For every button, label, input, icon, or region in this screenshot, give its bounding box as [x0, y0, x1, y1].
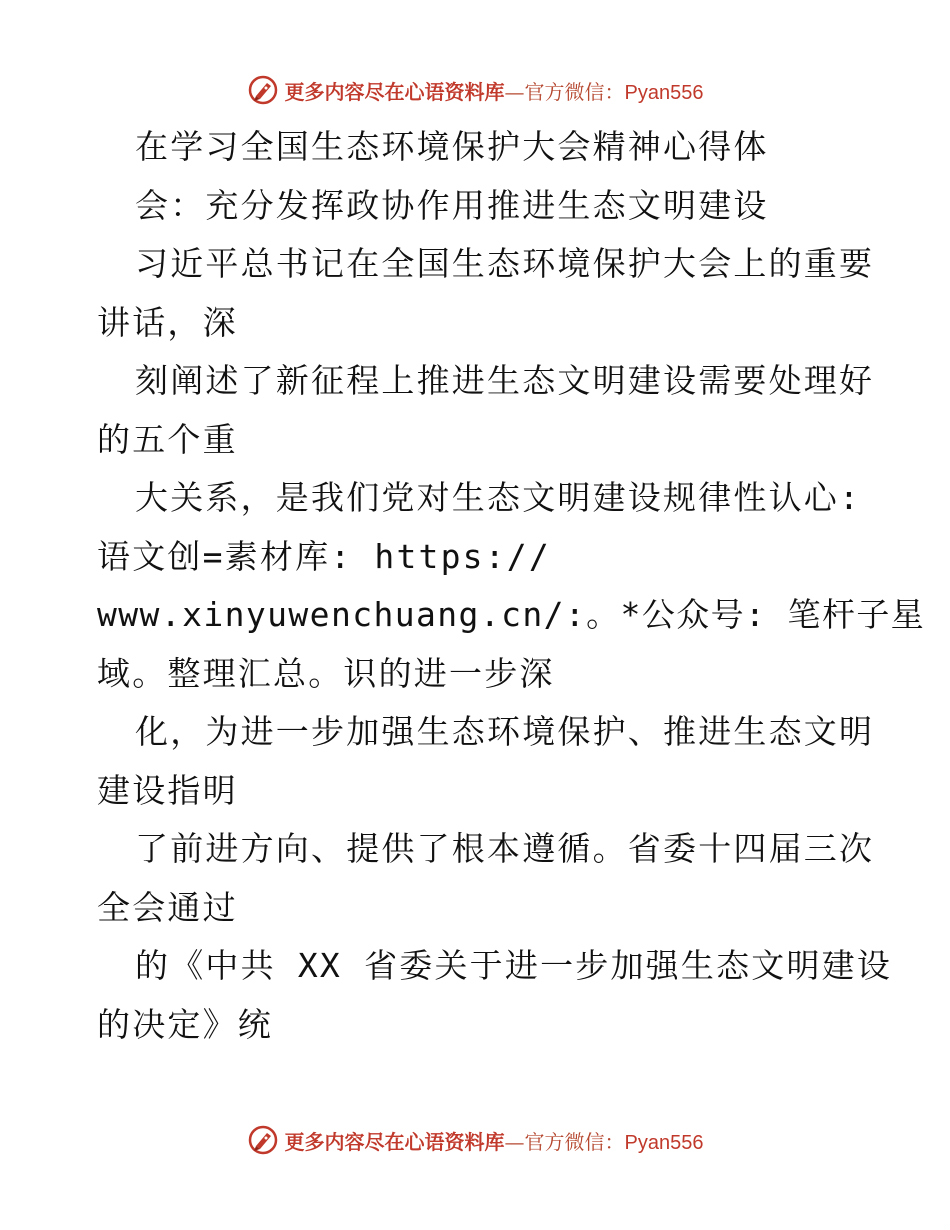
- footer-banner: [0, 1120, 950, 1160]
- body-line: 刻阐述了新征程上推进生态文明建设需要处理好: [135, 361, 875, 400]
- body-line: 的《中共 XX 省委关于进一步加强生态文明建设: [135, 946, 893, 985]
- banner-dash: —: [504, 79, 525, 104]
- banner-main-text: 更多内容尽在心语资料库: [284, 1129, 505, 1154]
- banner-wechat-label: 官方微信：: [524, 79, 625, 104]
- banner-main-text: 更多内容尽在心语资料库: [284, 79, 505, 104]
- body-line: 讲话，深: [97, 302, 238, 342]
- body-line: 的决定》统: [97, 1004, 273, 1044]
- body-line: 了前进方向、提供了根本遵循。省委十四届三次: [135, 829, 875, 868]
- body-line: www.xinyuwenchuang.cn/:。*公众号: 笔杆子星: [97, 595, 926, 634]
- banner-dash: —: [504, 1129, 525, 1154]
- header-banner: [0, 70, 950, 110]
- pen-nib-logo-icon: [247, 74, 279, 106]
- body-line: 的五个重: [97, 419, 238, 459]
- body-line: 建设指明: [97, 770, 238, 810]
- document-body: [97, 118, 926, 1054]
- pen-nib-logo-icon: [247, 1124, 279, 1156]
- body-line: 在学习全国生态环境保护大会精神心得体: [135, 127, 769, 166]
- banner-wechat-id: Pyan556: [624, 81, 704, 104]
- body-line: 会：充分发挥政协作用推进生态文明建设: [135, 185, 769, 225]
- body-line: 语文创=素材库: https://: [97, 536, 551, 576]
- banner-text: [285, 76, 704, 105]
- body-line: 域。整理汇总。识的进一步深: [97, 653, 555, 693]
- body-line: 化，为进一步加强生态环境保护、推进生态文明: [135, 712, 875, 751]
- banner-wechat-id: Pyan556: [624, 1131, 704, 1154]
- banner-wechat-label: 官方微信：: [524, 1129, 625, 1154]
- banner-text: [285, 1126, 704, 1155]
- body-line: 习近平总书记在全国生态环境保护大会上的重要: [135, 244, 875, 283]
- body-line: 全会通过: [97, 887, 238, 927]
- body-line: 大关系，是我们党对生态文明建设规律性认心:: [135, 478, 862, 517]
